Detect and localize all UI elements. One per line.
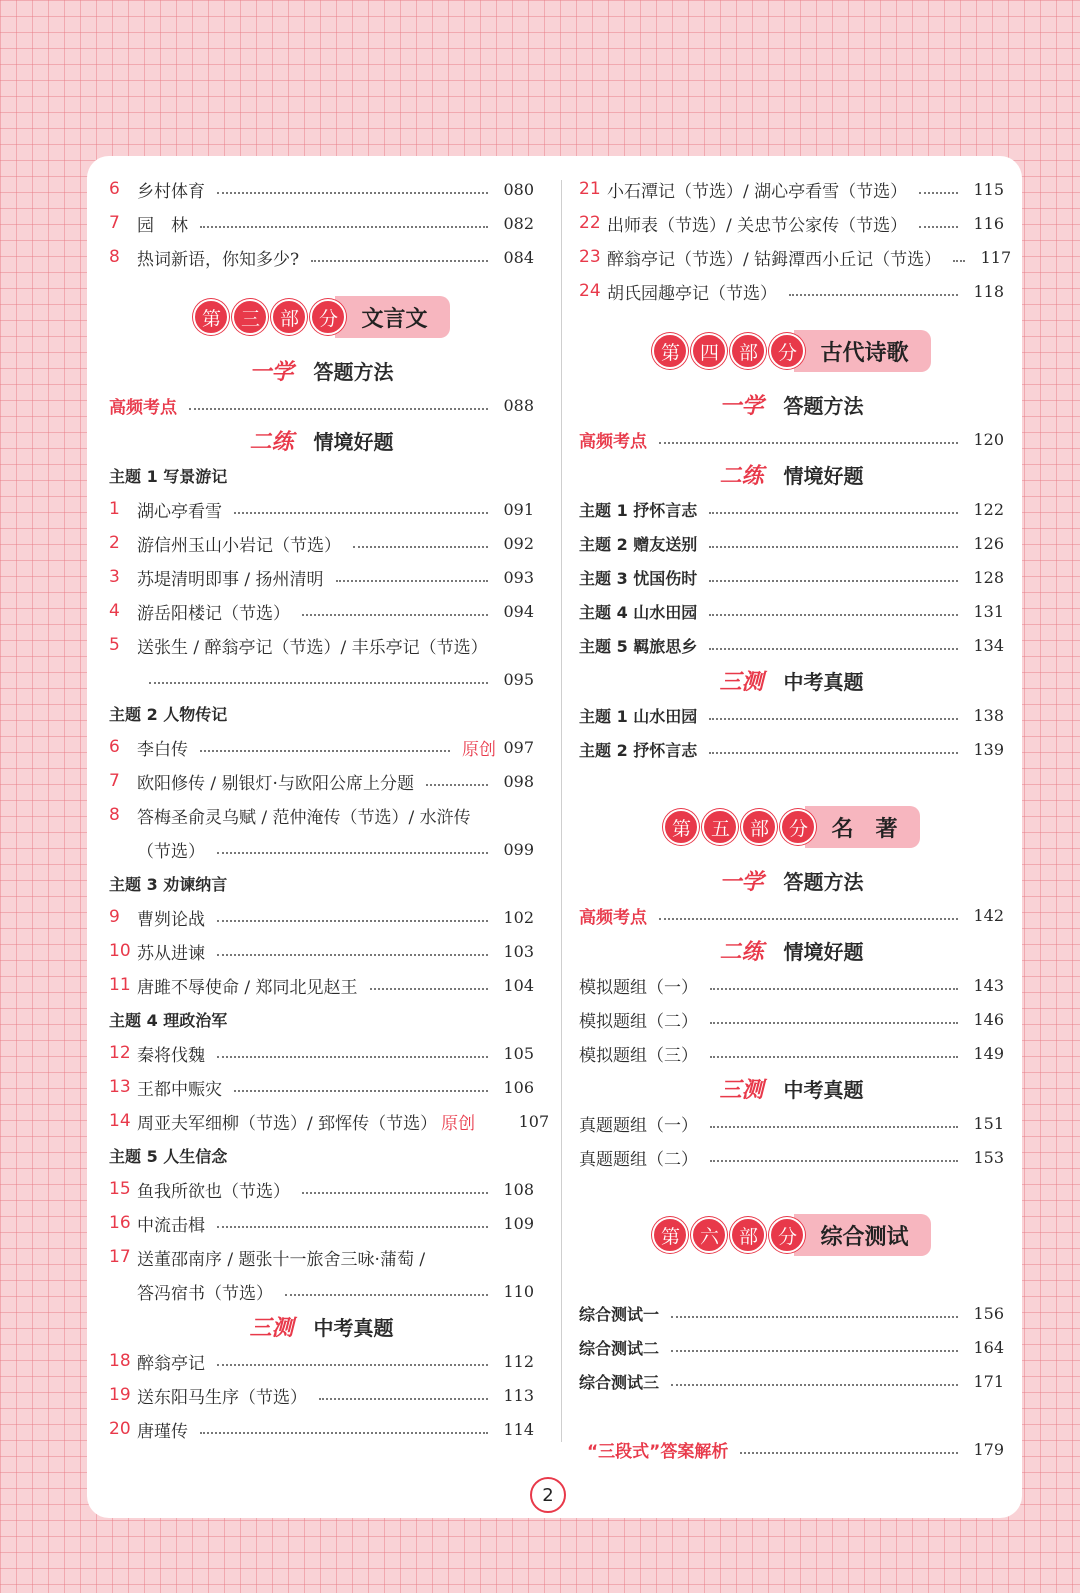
part4-title: 古代诗歌 — [794, 330, 930, 372]
dot-leader — [200, 750, 450, 752]
dot-leader — [302, 1192, 488, 1194]
dot-leader — [149, 682, 488, 684]
dot-leader — [234, 512, 488, 514]
toc-entry[interactable]: 主题 5 羁旅思乡 134 — [579, 635, 1004, 656]
toc-entry[interactable]: 5 送张生 / 醉翁亭记（节选）/ 丰乐亭记（节选） — [109, 635, 488, 658]
toc-entry[interactable]: 主题 1 山水田园 138 — [579, 705, 1004, 726]
dot-leader — [919, 226, 958, 228]
toc-entry[interactable]: 8 答梅圣俞灵乌赋 / 范仲淹传（节选）/ 水浒传 — [109, 805, 471, 828]
toc-entry[interactable]: 7 欧阳修传 / 剔银灯·与欧阳公席上分题 098 — [109, 771, 534, 794]
part3-title: 文言文 — [335, 296, 449, 338]
dot-leader — [217, 954, 488, 956]
part3-banner: 第 三 部 分 文言文 — [109, 282, 534, 352]
dot-leader — [709, 512, 958, 514]
dot-leader — [319, 1398, 488, 1400]
toc-entry[interactable]: 综合测试三 171 — [579, 1371, 1004, 1392]
dot-leader — [709, 546, 958, 548]
dot-leader — [710, 1056, 958, 1058]
dot-leader — [671, 1316, 958, 1318]
dot-leader — [953, 260, 965, 262]
toc-entry[interactable]: 19 送东阳马生序（节选） 113 — [109, 1385, 534, 1408]
toc-entry[interactable]: “三段式”答案解析 179 — [587, 1439, 1004, 1462]
dot-leader — [234, 1090, 488, 1092]
dot-leader — [740, 1452, 958, 1454]
topic-heading: 主题 5 人生信念 — [109, 1146, 228, 1166]
toc-entry[interactable]: 真题题组（二） 153 — [579, 1147, 1004, 1170]
toc-entry[interactable]: 真题题组（一） 151 — [579, 1113, 1004, 1136]
toc-entry-continued[interactable]: （节选） 099 — [137, 839, 534, 862]
part4-banner: 第 四 部 分 古代诗歌 — [579, 316, 1004, 386]
toc-entry[interactable]: 综合测试一 156 — [579, 1303, 1004, 1324]
left-column — [109, 172, 550, 1446]
section-heading: 一学 答题方法 — [719, 392, 864, 419]
dot-leader — [217, 852, 488, 854]
dot-leader — [217, 920, 488, 922]
toc-entry[interactable]: 主题 2 赠友送别 126 — [579, 533, 1004, 554]
dot-leader — [659, 442, 958, 444]
toc-entry-continued[interactable]: 095 — [109, 662, 534, 696]
original-tag: 原创 — [462, 739, 496, 760]
topic-heading: 主题 2 人物传记 — [109, 704, 228, 724]
toc-sheet — [87, 156, 1022, 1518]
toc-entry[interactable]: 综合测试二 164 — [579, 1337, 1004, 1358]
dot-leader — [789, 294, 958, 296]
page-number: 2 — [530, 1477, 566, 1513]
toc-entry[interactable]: 6 李白传 原创 097 — [109, 730, 534, 764]
dot-leader — [710, 1160, 958, 1162]
toc-entry[interactable]: 12 秦将伐魏 105 — [109, 1043, 534, 1066]
toc-entry[interactable]: 主题 2 抒怀言志 139 — [579, 739, 1004, 760]
part5-title: 名 著 — [805, 806, 919, 848]
column-divider — [561, 180, 562, 1442]
dot-leader — [189, 408, 488, 410]
toc-entry[interactable]: 6 乡村体育 080 — [109, 179, 534, 202]
toc-entry[interactable]: 9 曹刿论战 102 — [109, 907, 534, 930]
toc-entry[interactable]: 4 游岳阳楼记（节选） 094 — [109, 601, 534, 624]
dot-leader — [336, 580, 488, 582]
topic-heading: 主题 1 写景游记 — [109, 466, 228, 486]
dot-leader — [217, 1226, 488, 1228]
toc-entry[interactable]: 10 苏从进谏 103 — [109, 941, 534, 964]
section-heading: 一学 答题方法 — [249, 358, 394, 385]
dot-leader — [671, 1350, 958, 1352]
dot-leader — [370, 988, 488, 990]
toc-entry-continued[interactable]: 答冯宿书（节选） 110 — [137, 1281, 534, 1304]
section-heading: 一学 答题方法 — [719, 868, 864, 895]
dot-leader — [709, 614, 958, 616]
dot-leader — [710, 988, 958, 990]
section-heading: 三测 中考真题 — [719, 1076, 864, 1103]
toc-entry[interactable]: 高频考点 088 — [109, 395, 534, 418]
section-heading: 二练 情境好题 — [719, 938, 864, 965]
toc-entry[interactable]: 20 唐瑾传 114 — [109, 1419, 534, 1442]
toc-entry[interactable]: 7 园 林 082 — [109, 213, 534, 236]
section-heading: 三测 中考真题 — [719, 668, 864, 695]
toc-entry[interactable]: 13 王都中赈灾 106 — [109, 1077, 534, 1100]
dot-leader — [426, 784, 488, 786]
topic-heading: 主题 3 劝谏纳言 — [109, 874, 228, 894]
toc-entry[interactable]: 3 苏堤清明即事 / 扬州清明 093 — [109, 567, 534, 590]
dot-leader — [710, 1022, 958, 1024]
dot-leader — [302, 614, 488, 616]
topic-heading: 主题 4 理政治军 — [109, 1010, 228, 1030]
dot-leader — [311, 260, 488, 262]
dot-leader — [710, 1126, 958, 1128]
dot-leader — [200, 226, 488, 228]
right-column — [579, 172, 1012, 1466]
toc-entry[interactable]: 模拟题组（二） 146 — [579, 1009, 1004, 1032]
dot-leader — [285, 1294, 488, 1296]
dot-leader — [709, 752, 958, 754]
toc-entry[interactable]: 主题 4 山水田园 131 — [579, 601, 1004, 622]
toc-entry[interactable]: 1 湖心亭看雪 091 — [109, 499, 534, 522]
part6-banner: 第 六 部 分 综合测试 — [579, 1200, 1004, 1270]
dot-leader — [709, 648, 958, 650]
dot-leader — [200, 1432, 488, 1434]
toc-entry[interactable]: 模拟题组（一） 143 — [579, 975, 1004, 998]
toc-entry[interactable]: 模拟题组（三） 149 — [579, 1043, 1004, 1066]
toc-entry[interactable]: 11 唐雎不辱使命 / 郑同北见赵王 104 — [109, 975, 534, 998]
dot-leader — [659, 918, 958, 920]
section-heading: 二练 情境好题 — [249, 428, 394, 455]
part5-banner: 第 五 部 分 名 著 — [579, 792, 1004, 862]
dot-leader — [217, 1364, 488, 1366]
toc-entry[interactable]: 主题 1 抒怀言志 122 — [579, 499, 1004, 520]
toc-entry[interactable]: 高频考点 142 — [579, 905, 1004, 928]
toc-entry[interactable]: 23 醉翁亭记（节选）/ 钴鉧潭西小丘记（节选） 117 — [579, 247, 1012, 270]
toc-entry[interactable]: 主题 3 忧国伤时 128 — [579, 567, 1004, 588]
dot-leader — [919, 192, 958, 194]
original-tag: 原创 — [441, 1113, 476, 1134]
toc-entry[interactable]: 15 鱼我所欲也（节选） 108 — [109, 1179, 534, 1202]
dot-leader — [217, 192, 488, 194]
toc-entry[interactable]: 24 胡氏园趣亭记（节选） 118 — [579, 281, 1004, 304]
toc-entry[interactable]: 21 小石潭记（节选）/ 湖心亭看雪（节选） 115 — [579, 179, 1004, 202]
toc-entry[interactable]: 16 中流击楫 109 — [109, 1213, 534, 1236]
dot-leader — [217, 1056, 488, 1058]
toc-entry[interactable]: 22 出师表（节选）/ 关忠节公家传（节选） 116 — [579, 213, 1004, 236]
part6-title: 综合测试 — [794, 1214, 930, 1256]
toc-entry[interactable]: 2 游信州玉山小岩记（节选） 092 — [109, 533, 534, 556]
toc-entry[interactable]: 17 送董邵南序 / 题张十一旅舍三咏·蒲萄 / — [109, 1247, 426, 1270]
dot-leader — [671, 1384, 958, 1386]
toc-entry[interactable]: 18 醉翁亭记 112 — [109, 1351, 534, 1374]
toc-entry[interactable]: 14 周亚夫军细柳（节选）/ 郅恽传（节选） 原创 107 — [109, 1104, 534, 1138]
toc-entry[interactable]: 8 热词新语，你知多少? 084 — [109, 247, 534, 270]
toc-entry[interactable]: 高频考点 120 — [579, 429, 1004, 452]
dot-leader — [353, 546, 488, 548]
section-heading: 二练 情境好题 — [719, 462, 864, 489]
section-heading: 三测 中考真题 — [249, 1314, 394, 1341]
dot-leader — [709, 580, 958, 582]
dot-leader — [709, 718, 958, 720]
